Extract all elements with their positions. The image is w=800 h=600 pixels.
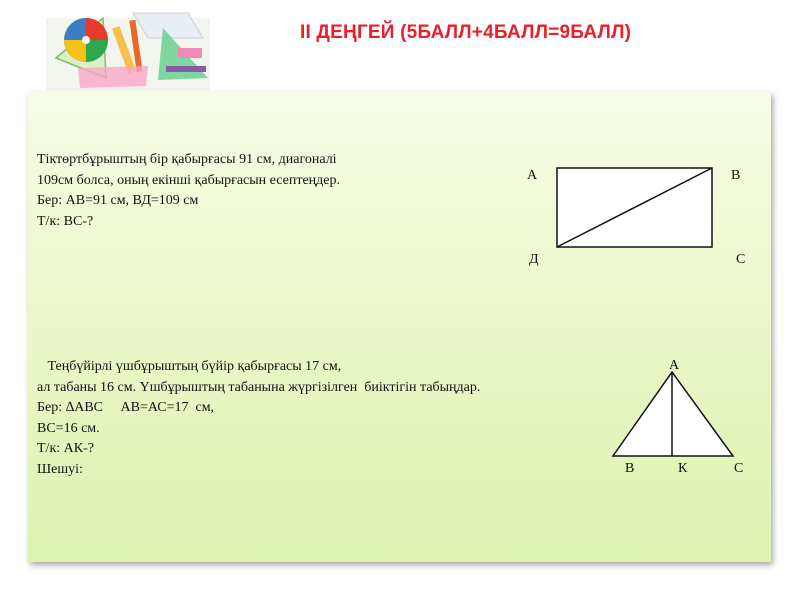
problem-1-text [37,150,340,232]
slide-title: II ДЕҢГЕЙ (5БАЛЛ+4БАЛЛ=9БАЛЛ) [300,22,632,43]
problem-2-line: ал табаны 16 см. Үшбұрыштың табанына жүргізілген биіктігін табыңдар. [37,379,481,395]
triangle-outline [613,372,733,456]
label-B: В [625,461,635,476]
label-B: В [731,168,741,183]
problem-2-line: Т/к: АК-? [37,441,94,456]
problem-2-text [37,357,480,480]
label-K: К [678,461,688,476]
problem-2-line: ВС=16 см. [37,420,100,436]
rectangle-figure [556,167,714,249]
problem-2-line: Бер: ∆АВС АВ=АС=17 см, [37,400,215,415]
label-D: Д [529,252,539,267]
label-A: А [669,358,680,373]
triangle-figure [612,371,734,457]
problem-1-line: 109см болса, оның екінші қабырғасын есептеңдер. [37,172,340,188]
label-C: С [736,252,746,267]
problem-2-line: Теңбүйірлі үшбұрыштың бүйір қабырғасы 17 см, [37,359,342,374]
label-A: А [527,168,538,183]
problem-1-line: Бер: АВ=91 см, ВД=109 см [37,193,199,208]
problem-1-line: Тіктөртбұрыштың бір қабырғасы 91 см, диагоналі [37,152,337,167]
problem-1-line: Т/к: ВС-? [37,213,94,229]
school-supplies-icon [38,8,218,96]
problem-2-line: Шешуі: [37,461,83,477]
label-C: С [734,461,744,476]
